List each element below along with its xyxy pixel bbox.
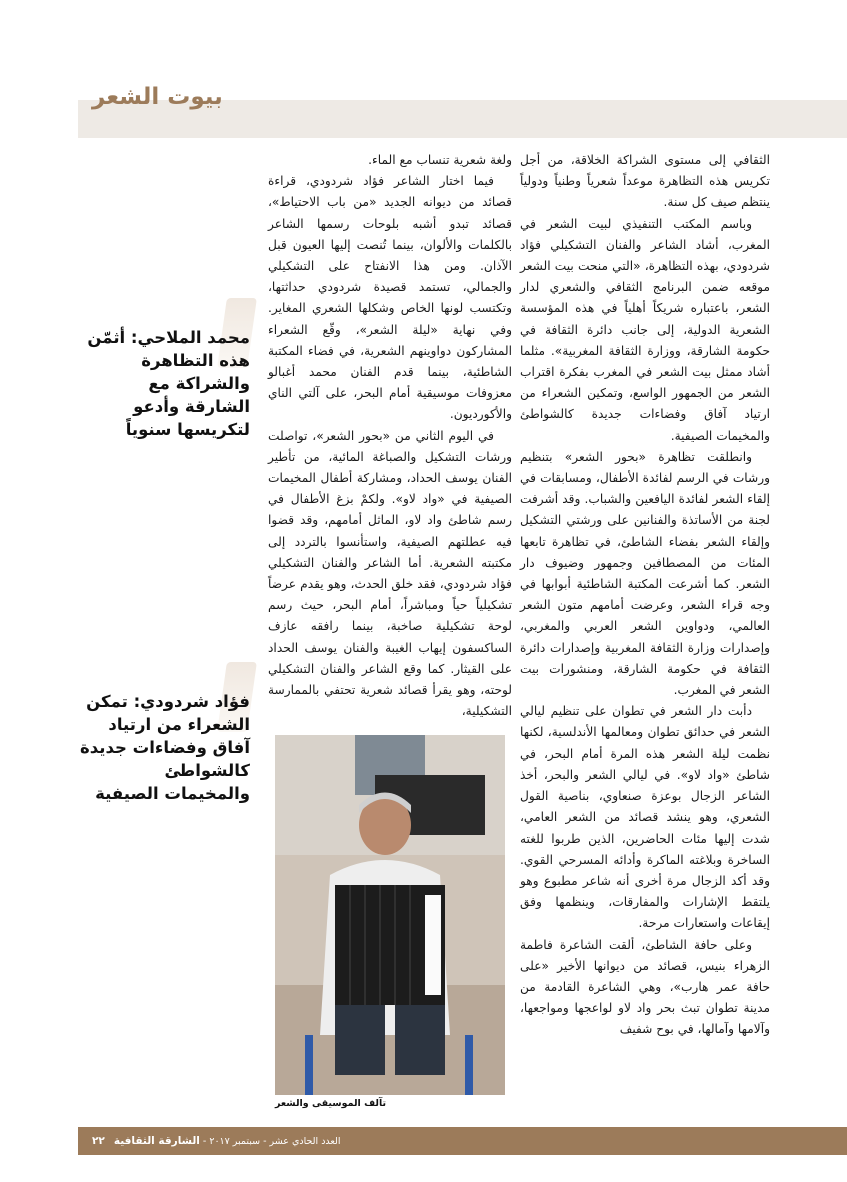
accordion-player-photo (275, 735, 505, 1095)
section-title: بيوت الشعر (92, 84, 223, 110)
magazine-logo: الشارقة الثقافية (113, 1135, 200, 1147)
pull-quote: محمد الملاحي: أثمّن هذه التظاهرة والشراكة مع الشارقة وأدعو لتكريسها سنوياً (87, 328, 250, 439)
page-number: ٢٢ (92, 1135, 105, 1147)
paragraph: وباسم المكتب التنفيذي لبيت الشعر في المغرب، أشاد الشاعر والفنان التشكيلي فؤاد شردودي، بهذه التظاهرة، «التي منحت بيت الشعر موقعه ضمن البرنامج الثقافي والشعري لدار الشعر، باعتباره شريكاً أهلياً في هذه المؤسسة الشعرية الدولية، إلى جانب دائرة الثقافة في حكومة الشارقة، ووزارة الثقافة المغربية». مثلما أشاد ممثل بيت الشعر في المغرب بفكرة اقتراب الشعر من الجمهور الواسع، وتمكين الشعراء من ارتياد آفاق وفضاءات جديدة كالشواطئ والمخيمات الصيفية. (520, 216, 770, 443)
article-column-middle (268, 150, 512, 722)
paragraph: ولغة شعرية تنساب مع الماء. (368, 153, 512, 167)
paragraph: فيما اختار الشاعر فؤاد شردودي، قراءة قصائد من ديوانه الجديد «من باب الاحتياط»، قصائد تبدو أشبه بلوحات رسمها الشاعر بالكلمات والألوان، بينما تُنصت إليها العيون قبل الآذان. ومن هذا الانفتاح على التشكيلي والجمالي، تستمد قصيدة شردودي حداثتها، وتكتسب لونها الخاص وشكلها الشعري المغاير. وفي نهاية «ليلة الشعر»، وقّع الشعراء المشاركون دواوينهم الشعرية، في فضاء المكتبة الشاطئية، بينما قدم الفنان محمد أغبالو معزوفات موسيقية أمام البحر، على آلتي الناي والأكورديون. (268, 174, 512, 422)
article-column-right (520, 150, 770, 1041)
paragraph: وانطلقت تظاهرة «بحور الشعر» بتنظيم ورشات في الرسم لفائدة الأطفال، ومسابقات في إلقاء الشعر لفائدة اليافعين والشباب. وقد أشرفت لجنة من الأساتذة والفنانين على ورشتي التشكيل وإلقاء الشعر بفضاء الشاطئ، في تظاهرة تابعها المئات من المصطافين وجمهور وضيوف دار الشعر. كما أشرعت المكتبة الشاطئية أبوابها في وجه قراء الشعر، وعرضت أمامهم متون الشعر العالمي، ودواوين الشعر العربي والمغربي، وإصدارات وزارة الثقافة المغربية وإصدارات دائرة الثقافة في حكومة الشارقة، ومنشورات بيت الشعر في المغرب. (520, 449, 770, 698)
pull-quote: فؤاد شردودي: تمكن الشعراء من ارتياد آفاق وفضاءات جديدة كالشواطئ والمخيمات الصيفية (80, 692, 250, 803)
paragraph: دأبت دار الشعر في تطوان على تنظيم ليالي الشعر في حدائق تطوان ومعالمها الأندلسية، لكنها نظمت ليلة الشعر هذه المرة أمام البحر، في شاطئ «واد لاو». في ليالي الشعر والبحر، أخذ الشاعر الزجال بوعزة صنعاوي، بناصية القول الشعري، وهو ينشد قصائد من الشعر العامي، شدت إليها مئات الحاضرين، الذين طربوا للغته الساخرة وبلاغته الماكرة وأدائه المسرحي القوي. وقد أكد الزجال مرة أخرى أنه شاعر مطبوع وهو يلتقط الإشارات والمفارقات، وينظمها وفق إيقاعات واستعارات مرحة. (520, 704, 770, 931)
photo-caption: تآلف الموسيقى والشعر (275, 1098, 387, 1109)
issue-info: العدد الحادي عشر - سبتمبر ٢٠١٧ - (202, 1136, 341, 1147)
paragraph: وعلى حافة الشاطئ، ألقت الشاعرة فاطمة الزهراء بنيس، قصائد من ديوانها الأخير «على حافة عمر هارب»، وهي الشاعرة القادمة من مدينة تطوان تبث بحر واد لاو لواعجها ومواجعها، وآلامها وآمالها، في بوح شفيف (520, 937, 770, 1037)
paragraph: الثقافي إلى مستوى الشراكة الخلاقة، من أجل تكريس هذه التظاهرة موعداً شعرياً وطنياً ودولياً ينتظم صيف كل سنة. (520, 153, 770, 210)
paragraph: في اليوم الثاني من «بحور الشعر»، تواصلت ورشات التشكيل والصباغة المائية، من تأطير الفنان يوسف الحداد، ومشاركة أطفال المخيمات الصيفية في «واد لاو». ولكمْ بزغ الأطفال في رسم شاطئ واد لاو، الماثل أمامهم، وقد قضوا فيه عطلتهم الصيفية، واستأنسوا بالتردد إلى مكتبته الشعرية. أما الشاعر والفنان التشكيلي فؤاد شردودي، فقد خلق الحدث، وهو يقدم عرضاً تشكيلياً حياً ومباشراً، أمام البحر، حيث رسم لوحة تشكيلية صاخبة، بينما رافقه عازف الساكسفون إيهاب الغيبة والفنان يوسف الحداد على القيثار. كما وقع الشاعر والفنان التشكيلي لوحته، وهو يقرأ قصائد شعرية تحتفي بالممارسة التشكيلية، (268, 428, 512, 719)
footer (92, 1135, 341, 1147)
